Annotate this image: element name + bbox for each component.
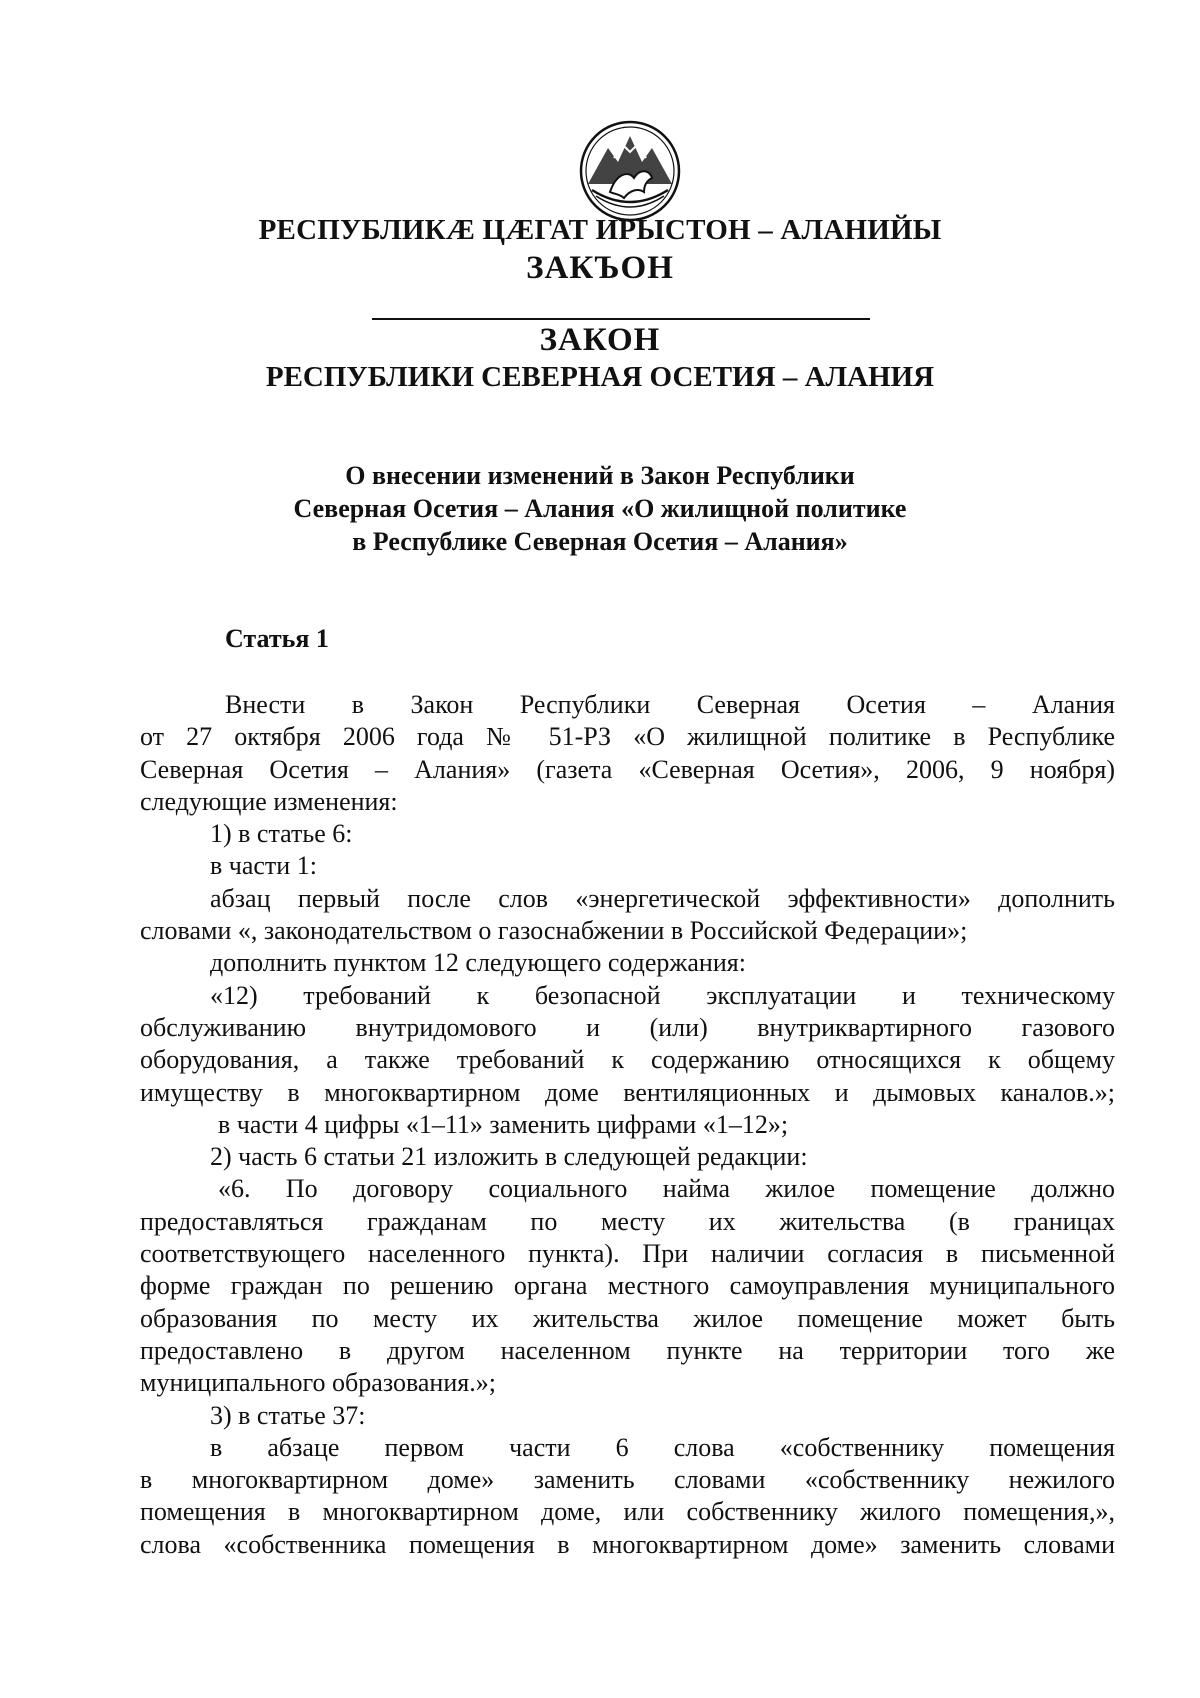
body-line: 2) часть 6 статьи 21 изложить в следующей редакции: bbox=[210, 1142, 808, 1172]
body-line: Внести в Закон Республики Северная Осетия – Алания bbox=[225, 690, 1115, 719]
article-title: Статья 1 bbox=[225, 624, 329, 653]
law-title-line: О внесении изменений в Закон Республики bbox=[345, 461, 855, 490]
body-line: предоставлено в другом населенном пункте на территории того же bbox=[140, 1335, 1115, 1365]
law-title-line: в Республике Северная Осетия – Алания» bbox=[352, 527, 848, 556]
body-line: имуществу в многоквартирном доме вентиляционных и дымовых каналов.»; bbox=[140, 1077, 1115, 1107]
law-title-line: Северная Осетия – Алания «О жилищной политике bbox=[293, 494, 907, 523]
law-heading: ЗАКОН bbox=[539, 322, 661, 358]
body-line: предоставляться гражданам по месту их жительства (в границах bbox=[140, 1206, 1115, 1236]
body-line: в части 4 цифры «1–11» заменить цифрами «1–12»; bbox=[218, 1109, 789, 1139]
body-line: в многоквартирном доме» заменить словами «собственнику нежилого bbox=[140, 1465, 1115, 1495]
republic-heading: РЕСПУБЛИКИ СЕВЕРНАЯ ОСЕТИЯ – АЛАНИЯ bbox=[265, 361, 935, 393]
ossetian-republic-heading: РЕСПУБЛИКӔ ЦӔГАТ ИРЫСТОН – АЛАНИЙЫ bbox=[258, 214, 942, 246]
body-line: соответствующего населенного пункта). При наличии согласия в письменной bbox=[140, 1239, 1115, 1269]
body-line: муниципального образования.»; bbox=[140, 1368, 496, 1398]
body-line: 3) в статье 37: bbox=[210, 1400, 366, 1430]
law-title bbox=[0, 459, 1200, 558]
body-line: в части 1: bbox=[210, 851, 317, 881]
body-line: образования по месту их жительства жилое помещение может быть bbox=[140, 1303, 1115, 1333]
body-line: абзац первый после слов «энергетической эффективности» дополнить bbox=[210, 883, 1115, 913]
coat-of-arms-emblem bbox=[578, 118, 682, 224]
body-line: помещения в многоквартирном доме, или собственнику жилого помещения,», bbox=[140, 1497, 1115, 1527]
article-body bbox=[140, 689, 1115, 1561]
body-line: 1) в статье 6: bbox=[210, 819, 353, 849]
ossetian-law-heading: ЗАКЪОН bbox=[526, 250, 674, 286]
body-line: оборудования, а также требований к содержанию относящихся к общему bbox=[140, 1045, 1115, 1075]
body-line: словами «, законодательством о газоснабжении в Российской Федерации»; bbox=[140, 916, 968, 946]
body-line: Северная Осетия – Алания» (газета «Северная Осетия», 2006, 9 ноября) bbox=[140, 754, 1115, 784]
body-line: следующие изменения: bbox=[140, 786, 398, 816]
body-line: «6. По договору социального найма жилое помещение должно bbox=[218, 1174, 1115, 1204]
body-line: в абзаце первом части 6 слова «собственнику помещения bbox=[210, 1432, 1115, 1462]
body-line: форме граждан по решению органа местного самоуправления муниципального bbox=[140, 1271, 1115, 1301]
body-line: слова «собственника помещения в многоквартирном доме» заменить словами bbox=[140, 1529, 1115, 1559]
header-divider bbox=[372, 318, 870, 320]
body-line: обслуживанию внутридомового и (или) внутриквартирного газового bbox=[140, 1012, 1115, 1042]
body-line: дополнить пунктом 12 следующего содержания: bbox=[210, 948, 746, 978]
body-line: «12) требований к безопасной эксплуатации и техническому bbox=[210, 980, 1115, 1010]
body-line: от 27 октября 2006 года № 51-РЗ «О жилищной политике в Республике bbox=[140, 722, 1115, 752]
